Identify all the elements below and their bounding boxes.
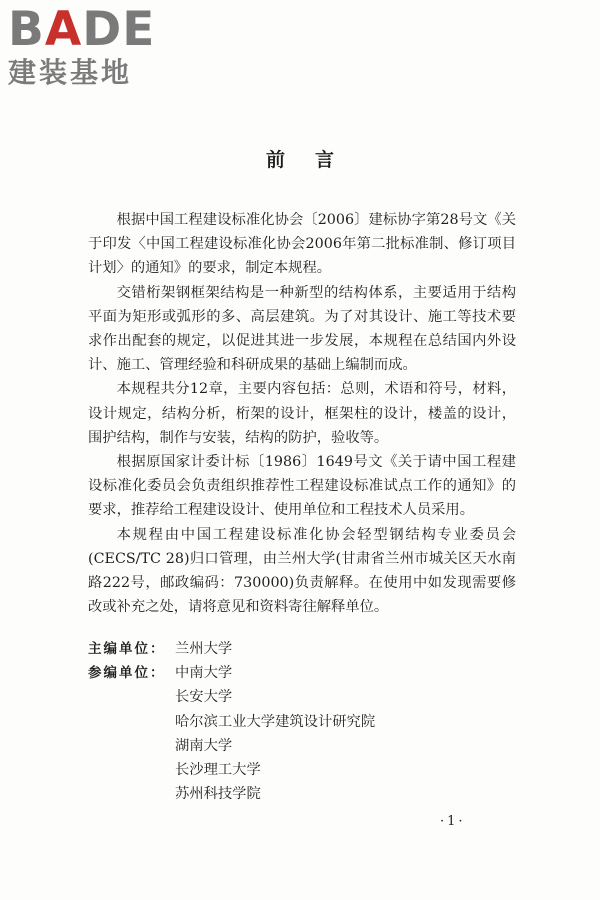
participating-editors-label: 参编单位： [88, 665, 166, 682]
preface-body [88, 208, 516, 619]
editor-unit: 哈尔滨工业大学建筑设计研究院 [175, 713, 376, 730]
participating-editors-row [88, 661, 518, 806]
logo-subtitle: 建装基地 [8, 56, 133, 89]
editor-unit: 兰州大学 [175, 641, 233, 657]
editor-unit: 长安大学 [175, 689, 233, 706]
editor-unit: 湖南大学 [175, 737, 233, 754]
editor-unit: 苏州科技学院 [175, 786, 261, 803]
watermark-logo [8, 2, 178, 90]
paragraph: 根据原国家计委计标〔1986〕1649号文《关于请中国工程建设标准化委员会负责组织推荐性工程建设标准试点工作的通知》的要求，推荐给工程建设设计、使用单位和工程技术人员采用。 [88, 454, 516, 519]
page-number: ·1· [440, 814, 466, 829]
logo-wordmark-text: BADE [8, 2, 156, 57]
paragraph: 本规程由中国工程建设标准化协会轻型钢结构专业委员会(CECS/TC 28)归口管理，由兰州大学(甘肃省兰州市城关区天水南路222号，邮政编码：730000)负责解释。在使用中如发现需要修改或补充之处，请将意见和资料寄往解释单位。 [88, 526, 516, 616]
participating-editor-units [175, 661, 375, 806]
editorial-credits [88, 637, 518, 806]
logo-accent-letter: A [44, 2, 83, 57]
page-title: 前言 [265, 149, 364, 171]
chief-editor-units [175, 637, 232, 661]
paragraph: 交错桁架钢框架结构是一种新型的结构体系，主要适用于结构平面为矩形或弧形的多、高层建筑。为了对其设计、施工等技术要求作出配套的规定，以促进其进一步发展，本规程在总结国内外设计、施工、管理经验和科研成果的基础上编制而成。 [88, 284, 516, 374]
chief-editor-label: 主编单位： [88, 641, 166, 657]
editor-unit: 中南大学 [175, 665, 233, 682]
logo-wordmark [8, 2, 178, 57]
paragraph: 本规程共分12章，主要内容包括：总则，术语和符号，材料，设计规定，结构分析，桁架的设计，框架柱的设计，楼盖的设计，围护结构，制作与安装，结构的防护，验收等。 [88, 381, 516, 446]
chief-editor-row [88, 637, 518, 661]
paragraph: 根据中国工程建设标准化协会〔2006〕建标协字第28号文《关于印发〈中国工程建设标准化协会2006年第二批标准制、修订项目计划〉的通知》的要求，制定本规程。 [88, 212, 516, 277]
editor-unit: 长沙理工大学 [175, 762, 261, 779]
